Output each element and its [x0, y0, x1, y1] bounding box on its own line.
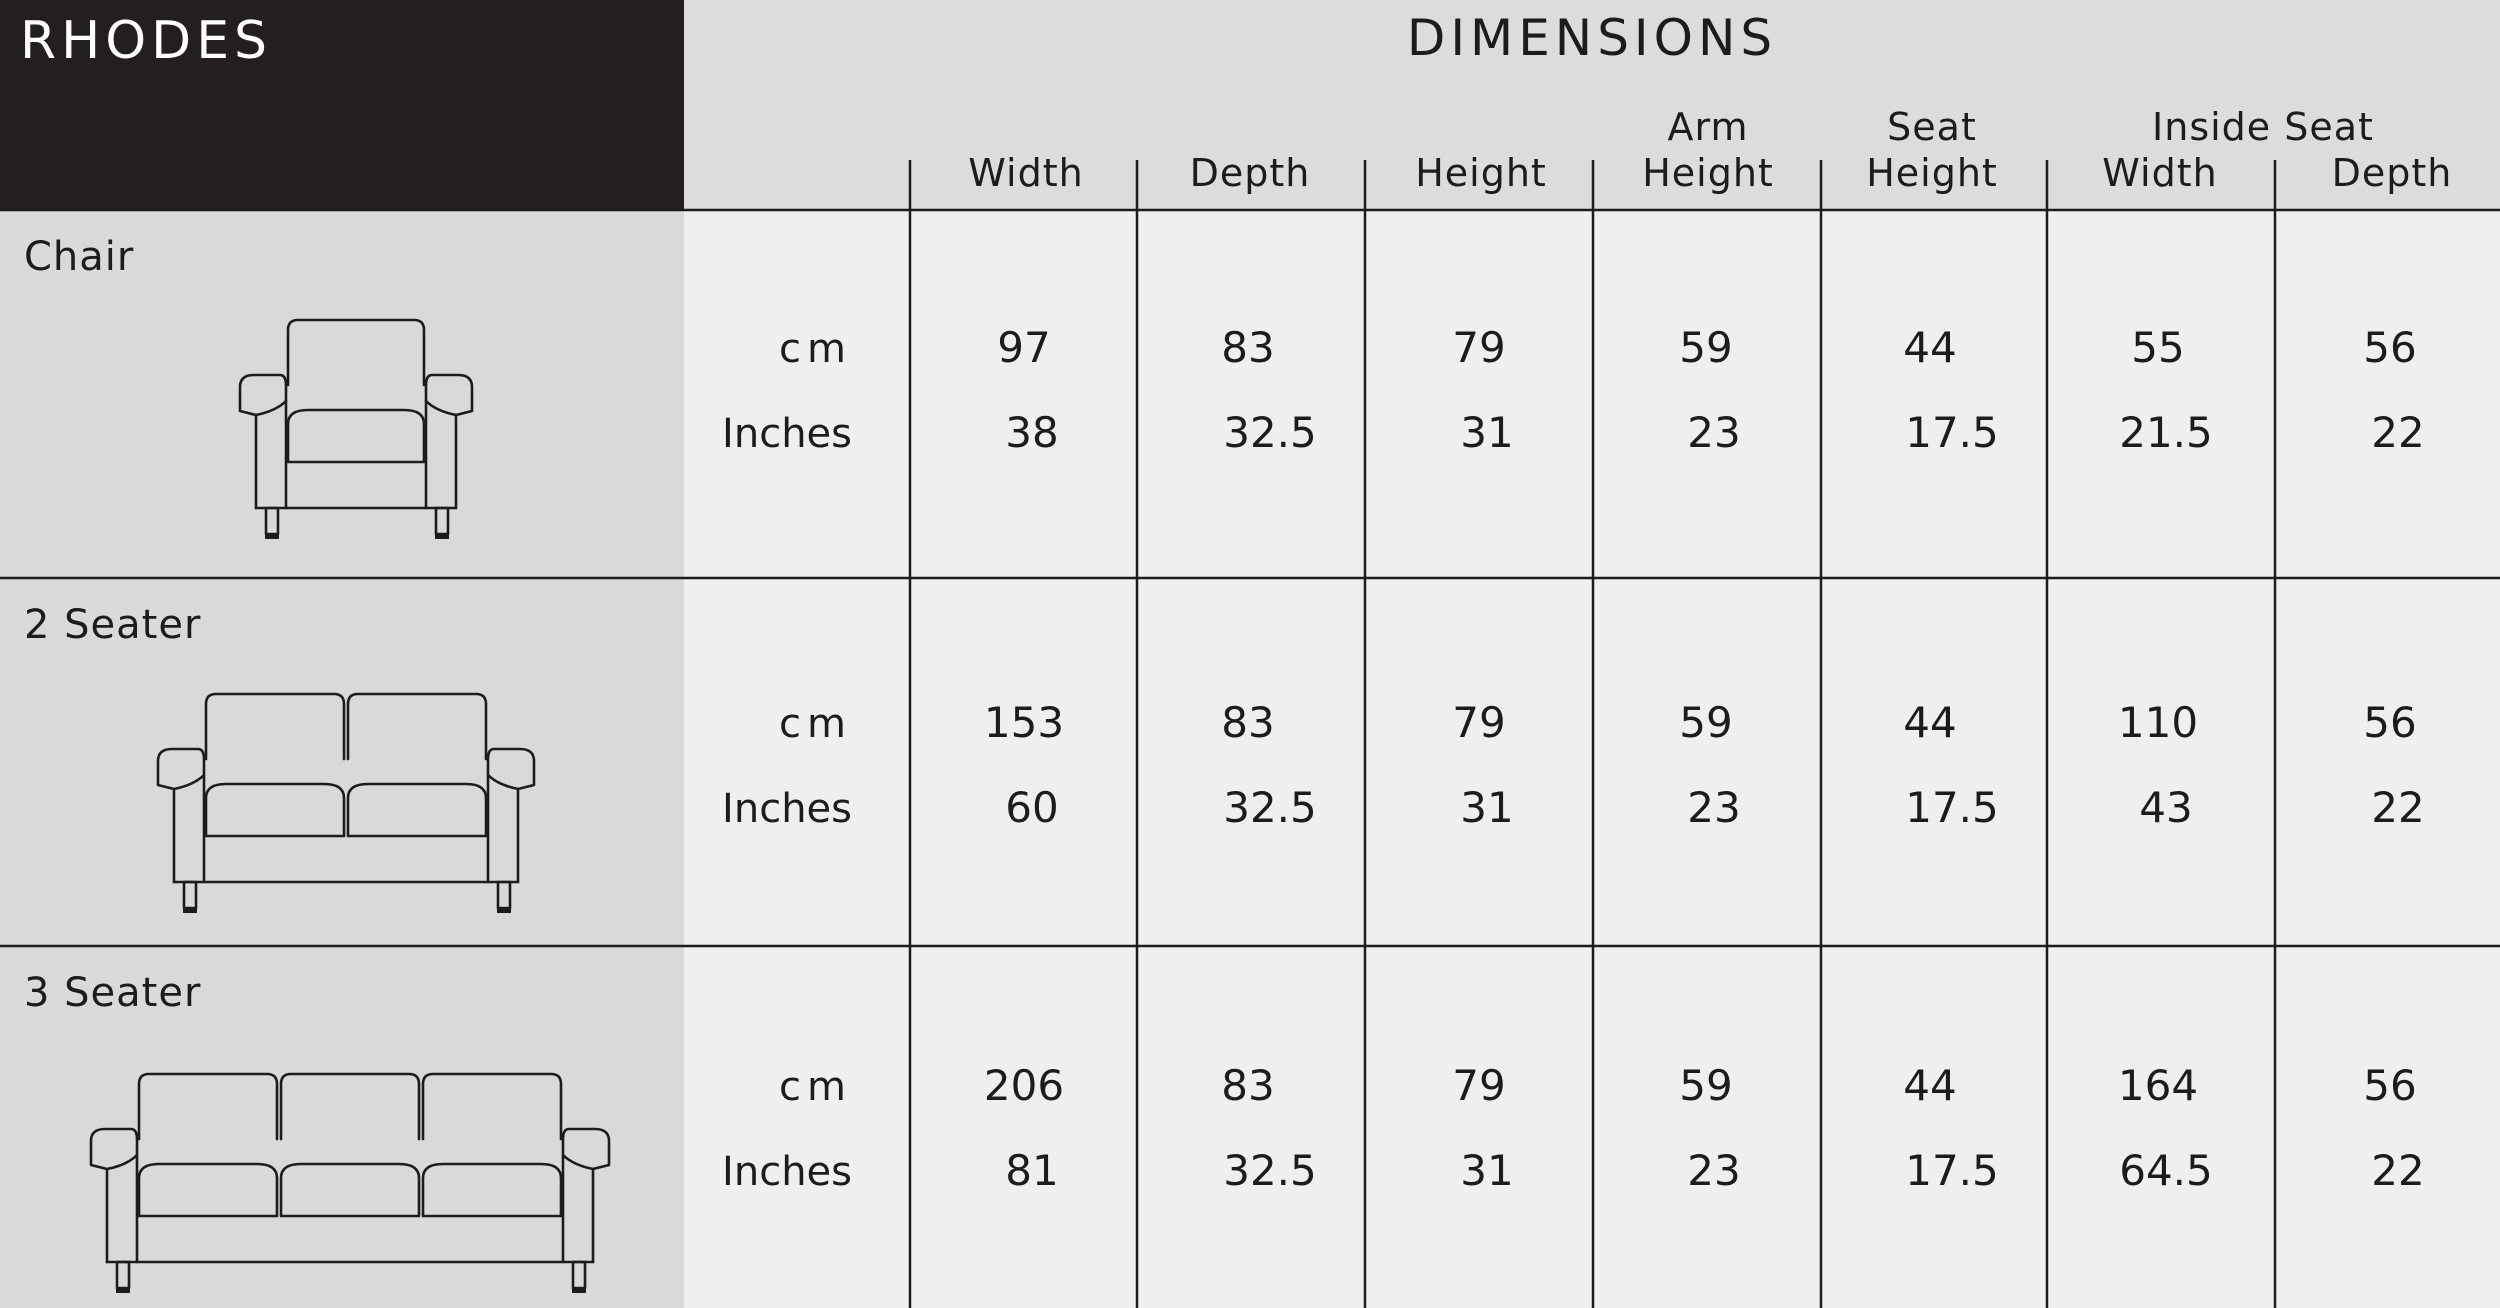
value-cell-inches: 31 — [1460, 783, 1514, 832]
unit-label-cm: cm — [779, 1064, 852, 1110]
section-title: DIMENSIONS — [1406, 9, 1778, 67]
value-cell-cm: 206 — [983, 1061, 1065, 1110]
product-column-background — [0, 210, 684, 1308]
column-header-line1: Seat — [1887, 105, 1977, 149]
value-cell-cm: 164 — [2117, 1061, 2199, 1110]
value-cell-inches: 23 — [1687, 1146, 1741, 1195]
unit-label-inches: Inches — [722, 1149, 852, 1195]
unit-label-inches: Inches — [722, 411, 852, 457]
value-cell-cm: 56 — [2363, 698, 2417, 747]
column-header-height: Height — [1642, 151, 1774, 195]
value-cell-cm: 110 — [2117, 698, 2199, 747]
value-cell-cm: 56 — [2363, 323, 2417, 372]
row-name: 3 Seater — [24, 970, 202, 1016]
value-cell-cm: 83 — [1221, 698, 1275, 747]
value-cell-inches: 22 — [2371, 783, 2425, 832]
column-header-depth: Depth — [2331, 151, 2453, 195]
column-header-depth: Depth — [1189, 151, 1311, 195]
column-header-height: Height — [1415, 151, 1547, 195]
value-cell-inches: 22 — [2371, 1146, 2425, 1195]
value-cell-inches: 60 — [1005, 783, 1059, 832]
value-cell-inches: 31 — [1460, 408, 1514, 457]
unit-label-cm: cm — [779, 701, 852, 747]
value-cell-inches: 22 — [2371, 408, 2425, 457]
column-header-line1: Arm — [1667, 105, 1749, 149]
leg-foot — [183, 908, 197, 913]
value-cell-inches: 31 — [1460, 1146, 1514, 1195]
value-cell-inches: 81 — [1005, 1146, 1059, 1195]
value-cell-inches: 64.5 — [2119, 1146, 2213, 1195]
value-cell-cm: 83 — [1221, 323, 1275, 372]
value-cell-cm: 56 — [2363, 1061, 2417, 1110]
brand-title: RHODES — [20, 11, 273, 71]
value-cell-cm: 153 — [983, 698, 1065, 747]
value-cell-inches: 21.5 — [2119, 408, 2213, 457]
value-cell-inches: 32.5 — [1223, 408, 1317, 457]
value-cell-inches: 43 — [2139, 783, 2193, 832]
unit-label-cm: cm — [779, 326, 852, 372]
value-cell-inches: 17.5 — [1905, 783, 1999, 832]
value-cell-inches: 32.5 — [1223, 783, 1317, 832]
leg-foot — [116, 1288, 130, 1293]
column-header-height: Height — [1866, 151, 1998, 195]
value-cell-inches: 32.5 — [1223, 1146, 1317, 1195]
value-cell-cm: 44 — [1903, 1061, 1957, 1110]
value-cell-inches: 23 — [1687, 783, 1741, 832]
value-cell-inches: 38 — [1005, 408, 1059, 457]
leg-foot — [435, 534, 449, 539]
value-cell-cm: 59 — [1679, 1061, 1733, 1110]
leg-foot — [572, 1288, 586, 1293]
column-header-width: Width — [968, 151, 1084, 195]
value-cell-inches: 23 — [1687, 408, 1741, 457]
value-cell-cm: 79 — [1452, 323, 1506, 372]
row-name: 2 Seater — [24, 602, 202, 648]
column-header-width: Width — [2102, 151, 2218, 195]
leg-foot — [497, 908, 511, 913]
value-cell-inches: 17.5 — [1905, 408, 1999, 457]
row-name: Chair — [24, 234, 135, 280]
value-cell-inches: 17.5 — [1905, 1146, 1999, 1195]
value-cell-cm: 44 — [1903, 323, 1957, 372]
value-cell-cm: 55 — [2131, 323, 2185, 372]
value-cell-cm: 79 — [1452, 1061, 1506, 1110]
group-header-inside-seat: Inside Seat — [2152, 105, 2374, 149]
value-cell-cm: 97 — [997, 323, 1051, 372]
unit-label-inches: Inches — [722, 786, 852, 832]
value-cell-cm: 83 — [1221, 1061, 1275, 1110]
leg-foot — [265, 534, 279, 539]
value-cell-cm: 59 — [1679, 698, 1733, 747]
value-cell-cm: 59 — [1679, 323, 1733, 372]
value-cell-cm: 79 — [1452, 698, 1506, 747]
value-cell-cm: 44 — [1903, 698, 1957, 747]
